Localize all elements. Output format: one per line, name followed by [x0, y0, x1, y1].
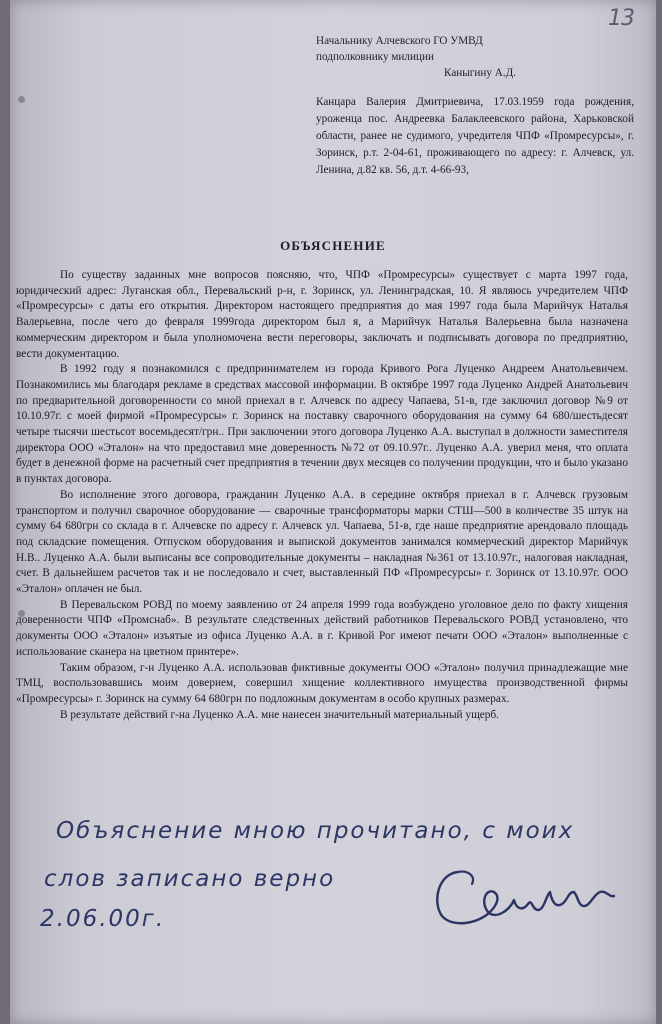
handwritten-line-2: слов записано верно — [44, 866, 336, 892]
paragraph: В результате действий г-на Луценко А.А. мне нанесен значительный материальный ущерб. — [60, 708, 500, 721]
paragraph: Во исполнение этого договора, гражданин Луценко А.А. в середине октября приехал в г. Алчевск грузовым транспортом и получил сварочное оборудование — сварочные трансформаторы марки СТШ—500 в количестве 35 штук на сумму 64 680грн со склада в г. Алчевске по адресу г. Алчевск ул. Чапаева, 51-в, где наше предприятие арендовало площадь под складские помещения. Отпуском оборудования и выпиской документов занимался коммерческий директор Марийчук Н.В.. Луценко А.А. были выписаны все сопроводительные документы – накладная №361 от 13.10.97г., налоговая накладная, счет. В дальнейшем расчетов так и не последовало и счет, выставленный ПФ «Промресурсы» г. Зоринск от 13.10.97г. ООО «Эталон» оплачен не был. — [16, 488, 628, 596]
page-number: 13 — [608, 6, 634, 31]
handwritten-date: 2.06.00г. — [40, 906, 166, 932]
document-body — [16, 268, 628, 723]
sender-block: Канцара Валерия Дмитриевича, 17.03.1959 года рождения, уроженца пос. Андреевка Балаклеевского района, Харьковской области, ранее не судимого, учредителя ЧПФ «Промресурсы», г. Зоринск, р.т. 2-04-61, проживающего по адресу: г. Алчевск, ул. Ленина, д.82 кв. 56, д.т. 4-66-93, — [316, 96, 634, 176]
document-title: ОБЪЯСНЕНИЕ — [280, 238, 386, 253]
document-sheet — [10, 0, 656, 1024]
recipient-line-3: Каныгину А.Д. — [444, 67, 517, 79]
paragraph: Таким образом, г-н Луценко А.А. использовав фиктивные документы ООО «Эталон» получил принадлежащие мне ТМЦ, воспользовавшись моим доверием, совершил хищение коллективного имущества производственной фирмы «Промресурсы» г. Зоринск на сумму 64 680грн по подложным документам в особо крупных размерах. — [16, 661, 628, 705]
paragraph: В Перевальском РОВД по моему заявлению от 24 апреля 1999 года возбуждено уголовное дело по факту хищения доверенности ЧПФ «Промснаб». В результате следственных действий работников Перевальского РОВД установлено, что документы ООО «Эталон» изъятые из офиса Луценко А.А. в г. Кривой Рог имеют печати ООО «Эталон» выполненные с использование сканера на цветном принтере». — [16, 598, 628, 658]
punch-hole — [18, 96, 25, 103]
handwritten-line-1: Объяснение мною прочитано, с моих — [56, 818, 575, 844]
recipient-line-1: Начальнику Алчевского ГО УМВД — [316, 35, 483, 47]
paragraph: По существу заданных мне вопросов поясняю, что, ЧПФ «Промресурсы» существует с марта 1997 года, юридический адрес: Луганская обл., Перевальский р-н, г. Зоринск, ул. Ленинградская, 10. Я являюсь учредителем ЧПФ «Промресурсы» с даты его открытия. Директором настоящего предприятия до мая 1997 года была Марийчук Наталья Валерьевна, после чего до февраля 1999года директором был я, а Марийчук Наталья Валерьевна была назначена коммерческим директором и была уполномочена вести переговоры, заключать и подписывать договора по предприятию, вести документацию. — [16, 269, 628, 360]
signature-icon — [428, 862, 628, 932]
paragraph: В 1992 году я познакомился с предпринимателем из города Кривого Рога Луценко Андреем Анатольевичем. Познакомились мы благодаря рекламе в средствах массовой информации. В октябре 1997 года Луценко Андрей Анатольевич по предварительной договоренности со мной приехал в г. Алчевск по адресу Чапаева, 51-в, где заключил договор №9 от 10.10.97г. с моей фирмой «Промресурсы» г. Зоринск на поставку сварочного оборудования на сумму 64 680/шестьдесят четыре тысячи шестьсот восемьдесят/грн.. При заключении этого договора Луценко А.А. выступал в должности заместителя директора ООО «Эталон» на что предоставил мне доверенность №72 от 09.10.97г.. Луценко А.А. уверил меня, что оплата будет в денежной форме на расчетный счет предприятия в течении двух месяцев со получении продукции, что и было указано в пунктах договора. — [16, 363, 628, 486]
recipient-line-2: подполковнику милиции — [316, 51, 434, 63]
